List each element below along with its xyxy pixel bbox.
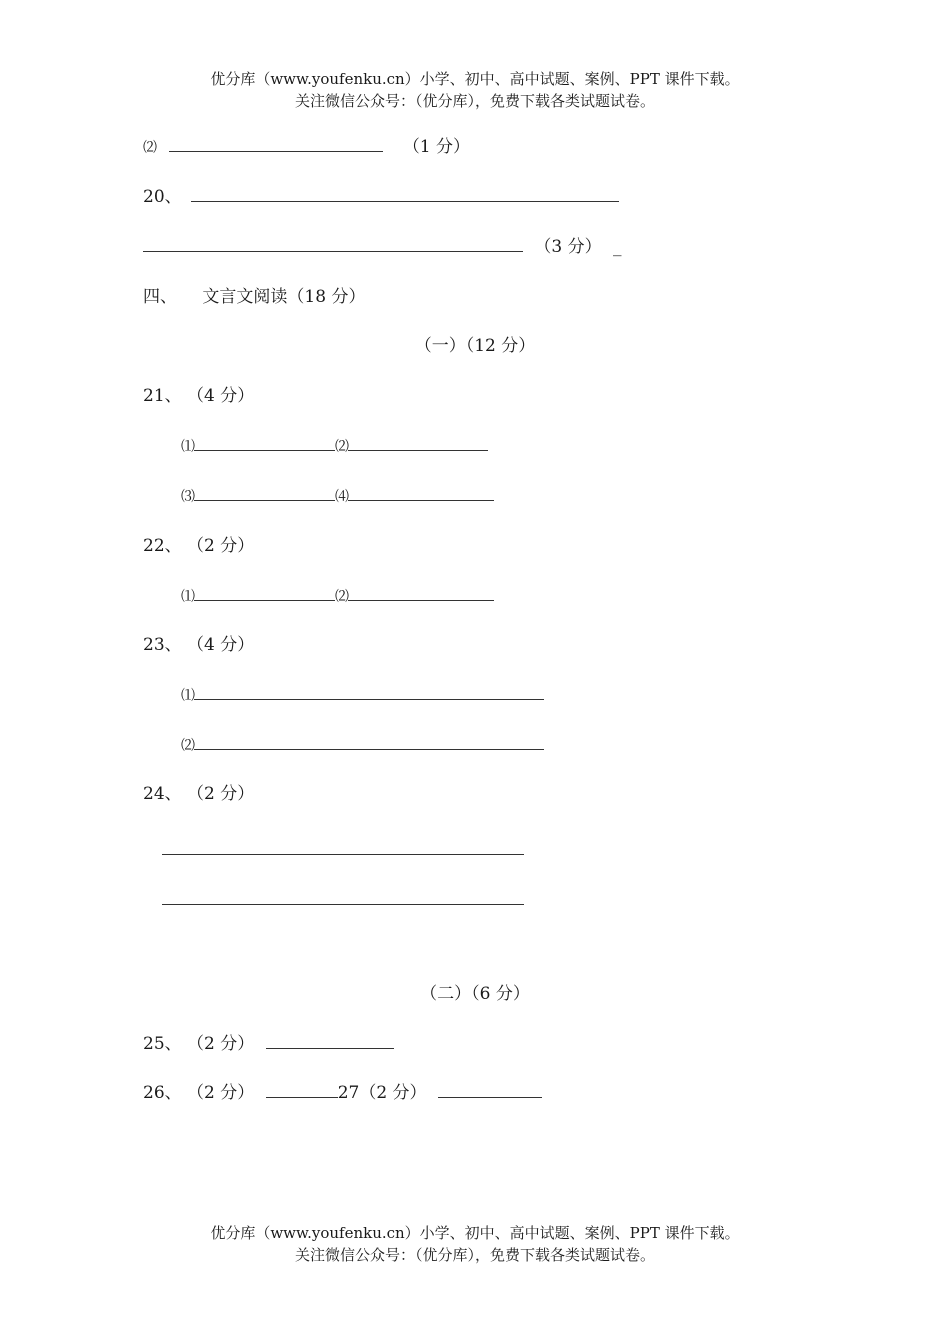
q22-sub2-label: ⑵ — [335, 589, 348, 605]
q23-row-2 — [181, 734, 544, 757]
q25-row — [143, 1033, 394, 1055]
q20-row — [143, 186, 619, 208]
q22-sub2-answer-blank[interactable] — [348, 586, 494, 601]
q21-score: （4 分） — [187, 386, 255, 406]
q21-sub2-answer-blank[interactable] — [348, 436, 488, 451]
q25-number: 25、 — [143, 1034, 182, 1054]
page-footer-line-1: 优分库（www.youfenku.cn）小学、初中、高中试题、案例、PPT 课件下载。 — [210, 1224, 740, 1242]
q22-sub1-answer-blank[interactable] — [194, 586, 335, 601]
q23-sub2-answer-blank[interactable] — [194, 735, 544, 750]
q27-number: 27 — [337, 1083, 360, 1103]
q26-q27-row — [143, 1082, 542, 1104]
q21-number: 21、 — [143, 386, 182, 406]
q24-answer-line-1[interactable] — [162, 854, 524, 855]
q19-sub2-answer-blank[interactable] — [169, 137, 383, 152]
q26-number: 26、 — [143, 1083, 182, 1103]
q20-number: 20、 — [143, 187, 182, 207]
q21-sub3-answer-blank[interactable] — [194, 486, 335, 501]
part-2-title: （二）（6 分） — [420, 984, 530, 1004]
q22-number: 22、 — [143, 536, 182, 556]
q19-part2-row — [143, 136, 470, 159]
q26-answer-blank[interactable] — [266, 1083, 338, 1098]
q20-score: （3 分） — [534, 237, 602, 257]
q20-tail: _ — [613, 237, 622, 257]
section-4-heading — [143, 286, 365, 308]
q27-answer-blank[interactable] — [438, 1083, 542, 1098]
q21-sub3-label: ⑶ — [181, 489, 194, 505]
q21-sub1-label: ⑴ — [181, 439, 194, 455]
q27-score: （2 分） — [359, 1083, 427, 1103]
q22-sub1-label: ⑴ — [181, 589, 194, 605]
q24-heading — [143, 783, 254, 805]
q23-sub1-answer-blank[interactable] — [194, 685, 544, 700]
q21-sub1-answer-blank[interactable] — [194, 436, 335, 451]
page-footer-line-2: 关注微信公众号：（优分库），免费下载各类试题试卷。 — [294, 1246, 655, 1264]
q25-score: （2 分） — [187, 1034, 255, 1054]
q23-score: （4 分） — [187, 635, 255, 655]
q20-answer-blank-1[interactable] — [191, 187, 619, 202]
q21-heading — [143, 385, 254, 407]
q24-number: 24、 — [143, 784, 182, 804]
q21-sub4-label: ⑷ — [335, 489, 348, 505]
q22-score: （2 分） — [187, 536, 255, 556]
page-header-line-1: 优分库（www.youfenku.cn）小学、初中、高中试题、案例、PPT 课件下载。 — [210, 70, 740, 88]
q20-answer-blank-2[interactable] — [143, 237, 523, 252]
q19-sub2-score: （1 分） — [402, 137, 471, 157]
q21-row-1 — [181, 435, 488, 458]
q23-heading — [143, 634, 254, 656]
q21-row-2 — [181, 485, 494, 508]
q19-sub2-label: ⑵ — [143, 140, 156, 156]
q23-number: 23、 — [143, 635, 182, 655]
part-1-title: （一）（12 分） — [414, 336, 536, 356]
q26-score: （2 分） — [187, 1083, 255, 1103]
q22-row-1 — [181, 585, 494, 608]
q23-sub1-label: ⑴ — [181, 688, 194, 704]
page-header-line-2: 关注微信公众号：（优分库），免费下载各类试题试卷。 — [294, 92, 655, 110]
q20-row-2 — [143, 236, 622, 258]
q21-sub4-answer-blank[interactable] — [348, 486, 494, 501]
q24-score: （2 分） — [187, 784, 255, 804]
q22-heading — [143, 535, 254, 557]
q25-answer-blank[interactable] — [266, 1034, 394, 1049]
q24-answer-line-2[interactable] — [162, 904, 524, 905]
q23-row-1 — [181, 684, 544, 707]
q23-sub2-label: ⑵ — [181, 738, 194, 754]
q21-sub2-label: ⑵ — [335, 439, 348, 455]
section-4-label: 四、 — [143, 287, 177, 307]
section-4-title: 文言文阅读（18 分） — [202, 287, 366, 307]
